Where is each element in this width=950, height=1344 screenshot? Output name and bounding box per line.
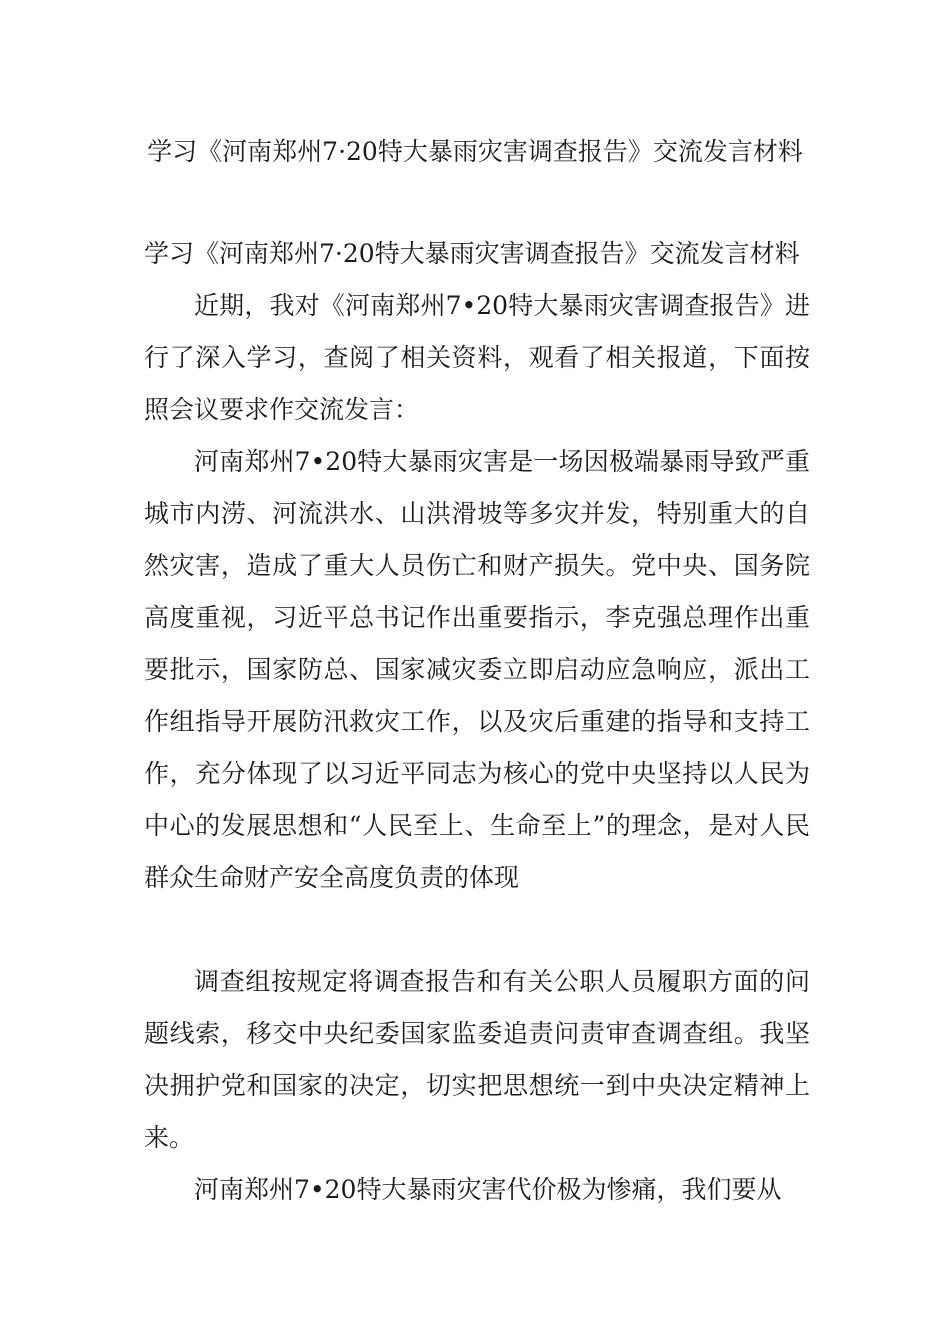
paragraph-gap (144, 904, 810, 956)
paragraph-disaster-overview: 河南郑州7•20特大暴雨灾害是一场因极端暴雨导致严重城市内涝、河流洪水、山洪滑坡等多灾并发，特别重大的自然灾害，造成了重大人员伤亡和财产损失。党中央、国务院高度重视，习近平总书记作出重要指示，李克强总理作出重要批示，国家防总、国家减灾委立即启动应急响应，派出工作组指导开展防汛救灾工作，以及灾后重建的指导和支持工作，充分体现了以习近平同志为核心的党中央坚持以人民为中心的发展思想和“人民至上、生命至上”的理念，是对人民群众生命财产安全高度负责的体现 (144, 447, 810, 892)
paragraph-lessons: 河南郑州7•20特大暴雨灾害代价极为惨痛，我们要从 (194, 1175, 782, 1204)
document-subtitle: 学习《河南郑州7·20特大暴雨灾害调查报告》交流发言材料 (144, 239, 800, 268)
paragraph-intro: 近期，我对《河南郑州7•20特大暴雨灾害调查报告》进行了深入学习，查阅了相关资料，观看了相关报道，下面按照会议要求作交流发言： (144, 291, 810, 424)
document-body (144, 228, 810, 1216)
paragraph-investigation: 调查组按规定将调查报告和有关公职人员履职方面的问题线索，移交中央纪委国家监委追责问责审查调查组。我坚决拥护党和国家的决定，切实把思想统一到中央决定精神上来。 (144, 967, 810, 1152)
document-title: 学习《河南郑州7·20特大暴雨灾害调查报告》交流发言材料 (147, 137, 803, 166)
